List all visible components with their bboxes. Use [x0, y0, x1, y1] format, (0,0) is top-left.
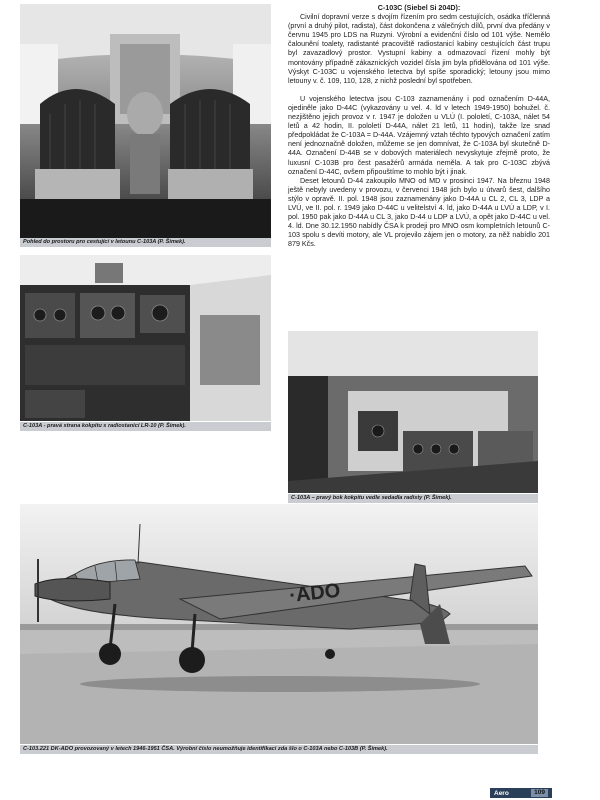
article-subhead: C-103C (Siebel Si 204D):	[377, 4, 461, 12]
article-paragraph: Civilní dopravní verze s dvojím řízením pro sedm cestujících, osádka tříčlenná (první a druhý pilot, radista), část dokončena z válečných dílů, první dva předány v červnu 1945 pro LDS na Ruzyni. Výrobní a evidenční číslo od 101 výše. Nemělo čalounění toalety, radistanté pracoviště radiostanicí kabiny cestujících část trupu byl zavazadlový prostor. Vystupní kabiny a odmazovací řízení mohly být montovány případně zákaznických vozidel čísla jim byla přidělována od 101 výše. Výskyt C-103C u vojenského letectva byl spíše sporadický; letouny jsou mimo letouny v. č. 109, 110, 128, z nichž poslední byl spotřeben.	[288, 13, 550, 85]
svg-text:·ADO: ·ADO	[288, 579, 342, 607]
photo-cockpit-right-side	[20, 255, 271, 421]
photo-aircraft-airfield	[20, 504, 538, 744]
photo-caption: C-103.221 DK-ADO provozovaný v letech 1946-1951 ČSA. Výrobní číslo neumožňuje identifikaci zda šlo o C-103A nebo C-103B (P. Šimek).	[20, 745, 538, 754]
article-paragraph: U vojenského letectva jsou C-103 zaznamenány i pod označením D-44A, ojediněle jako D-44C (vykazovány u vel. 4. ld v letech 1949-1950) bohužel. č. nezjištěno jejich provoz v r. 1947 je doložen u VLÚ (I. pololetí, C-103A, nálet 54 letů a 42 hodin, II. pololetí D-44A, nálet 21 letů, 11 hodin), takže lze snad předpokládat že C-103A = D-44A. Vzájemný vztah těchto typových označení zatím není jednoznačně doložen, můžeme se jen domnívat, že C-103A byl skutečně D-44A. Označení D-44B se v dobových materiálech nevyskytuje zřejmě proto, že luxusní C-103B pro čest pasažérů armáda neměla. A tak pro C-103C zbývá označení D-44C, ovšem připouštíme to mohlo být i jinak.	[288, 94, 550, 176]
photo-caption: C-103A - pravá strana kokpitu s radiostanicí LR-10 (P. Šimek).	[20, 422, 271, 431]
article-text	[288, 4, 550, 249]
article-paragraph: Deset letounů D-44 zakoupilo MNO od MD v prosinci 1947. Na březnu 1948 ještě nebyly uvedeny v provozu, v červenci 1948 jich bylo u útvarů šest, dalšího stýlo v opravě. II. pol. 1948 jsou zaznamenány jako D-44A u CL 2, CL 3, LDP a LVÚ, ve II. pol. r. 1949 jako D-44C u velitelství 4. ld, jako D-44A u LVÚ a LDP, v I. pol. 1950 pak jako D-44A u CL 3, jako D-44 u LDP a LVÚ, a opět jako D-44C u vel. 4. ld. Dne 30.12.1950 nabídly ČSA k prodeji pro MNO osm kompletních letounů C-103 spolu s devíti motory, ale VL projevilo zájem jen o motory, za něž nabídlo 201 879 Kčs.	[288, 176, 550, 249]
footer-brand: Aero	[494, 789, 509, 797]
page-number: 109	[531, 789, 548, 797]
photo-passenger-cabin	[20, 4, 271, 238]
photo-caption: C-103A – pravý bok kokpitu vedle sedadla radisty (P. Šimek).	[288, 494, 538, 503]
photo-caption: Pohled do prostoru pro cestující v letounu C-103A (P. Šimek).	[20, 238, 271, 247]
page-footer	[490, 788, 552, 798]
photo-cockpit-radio-operator	[288, 331, 538, 493]
